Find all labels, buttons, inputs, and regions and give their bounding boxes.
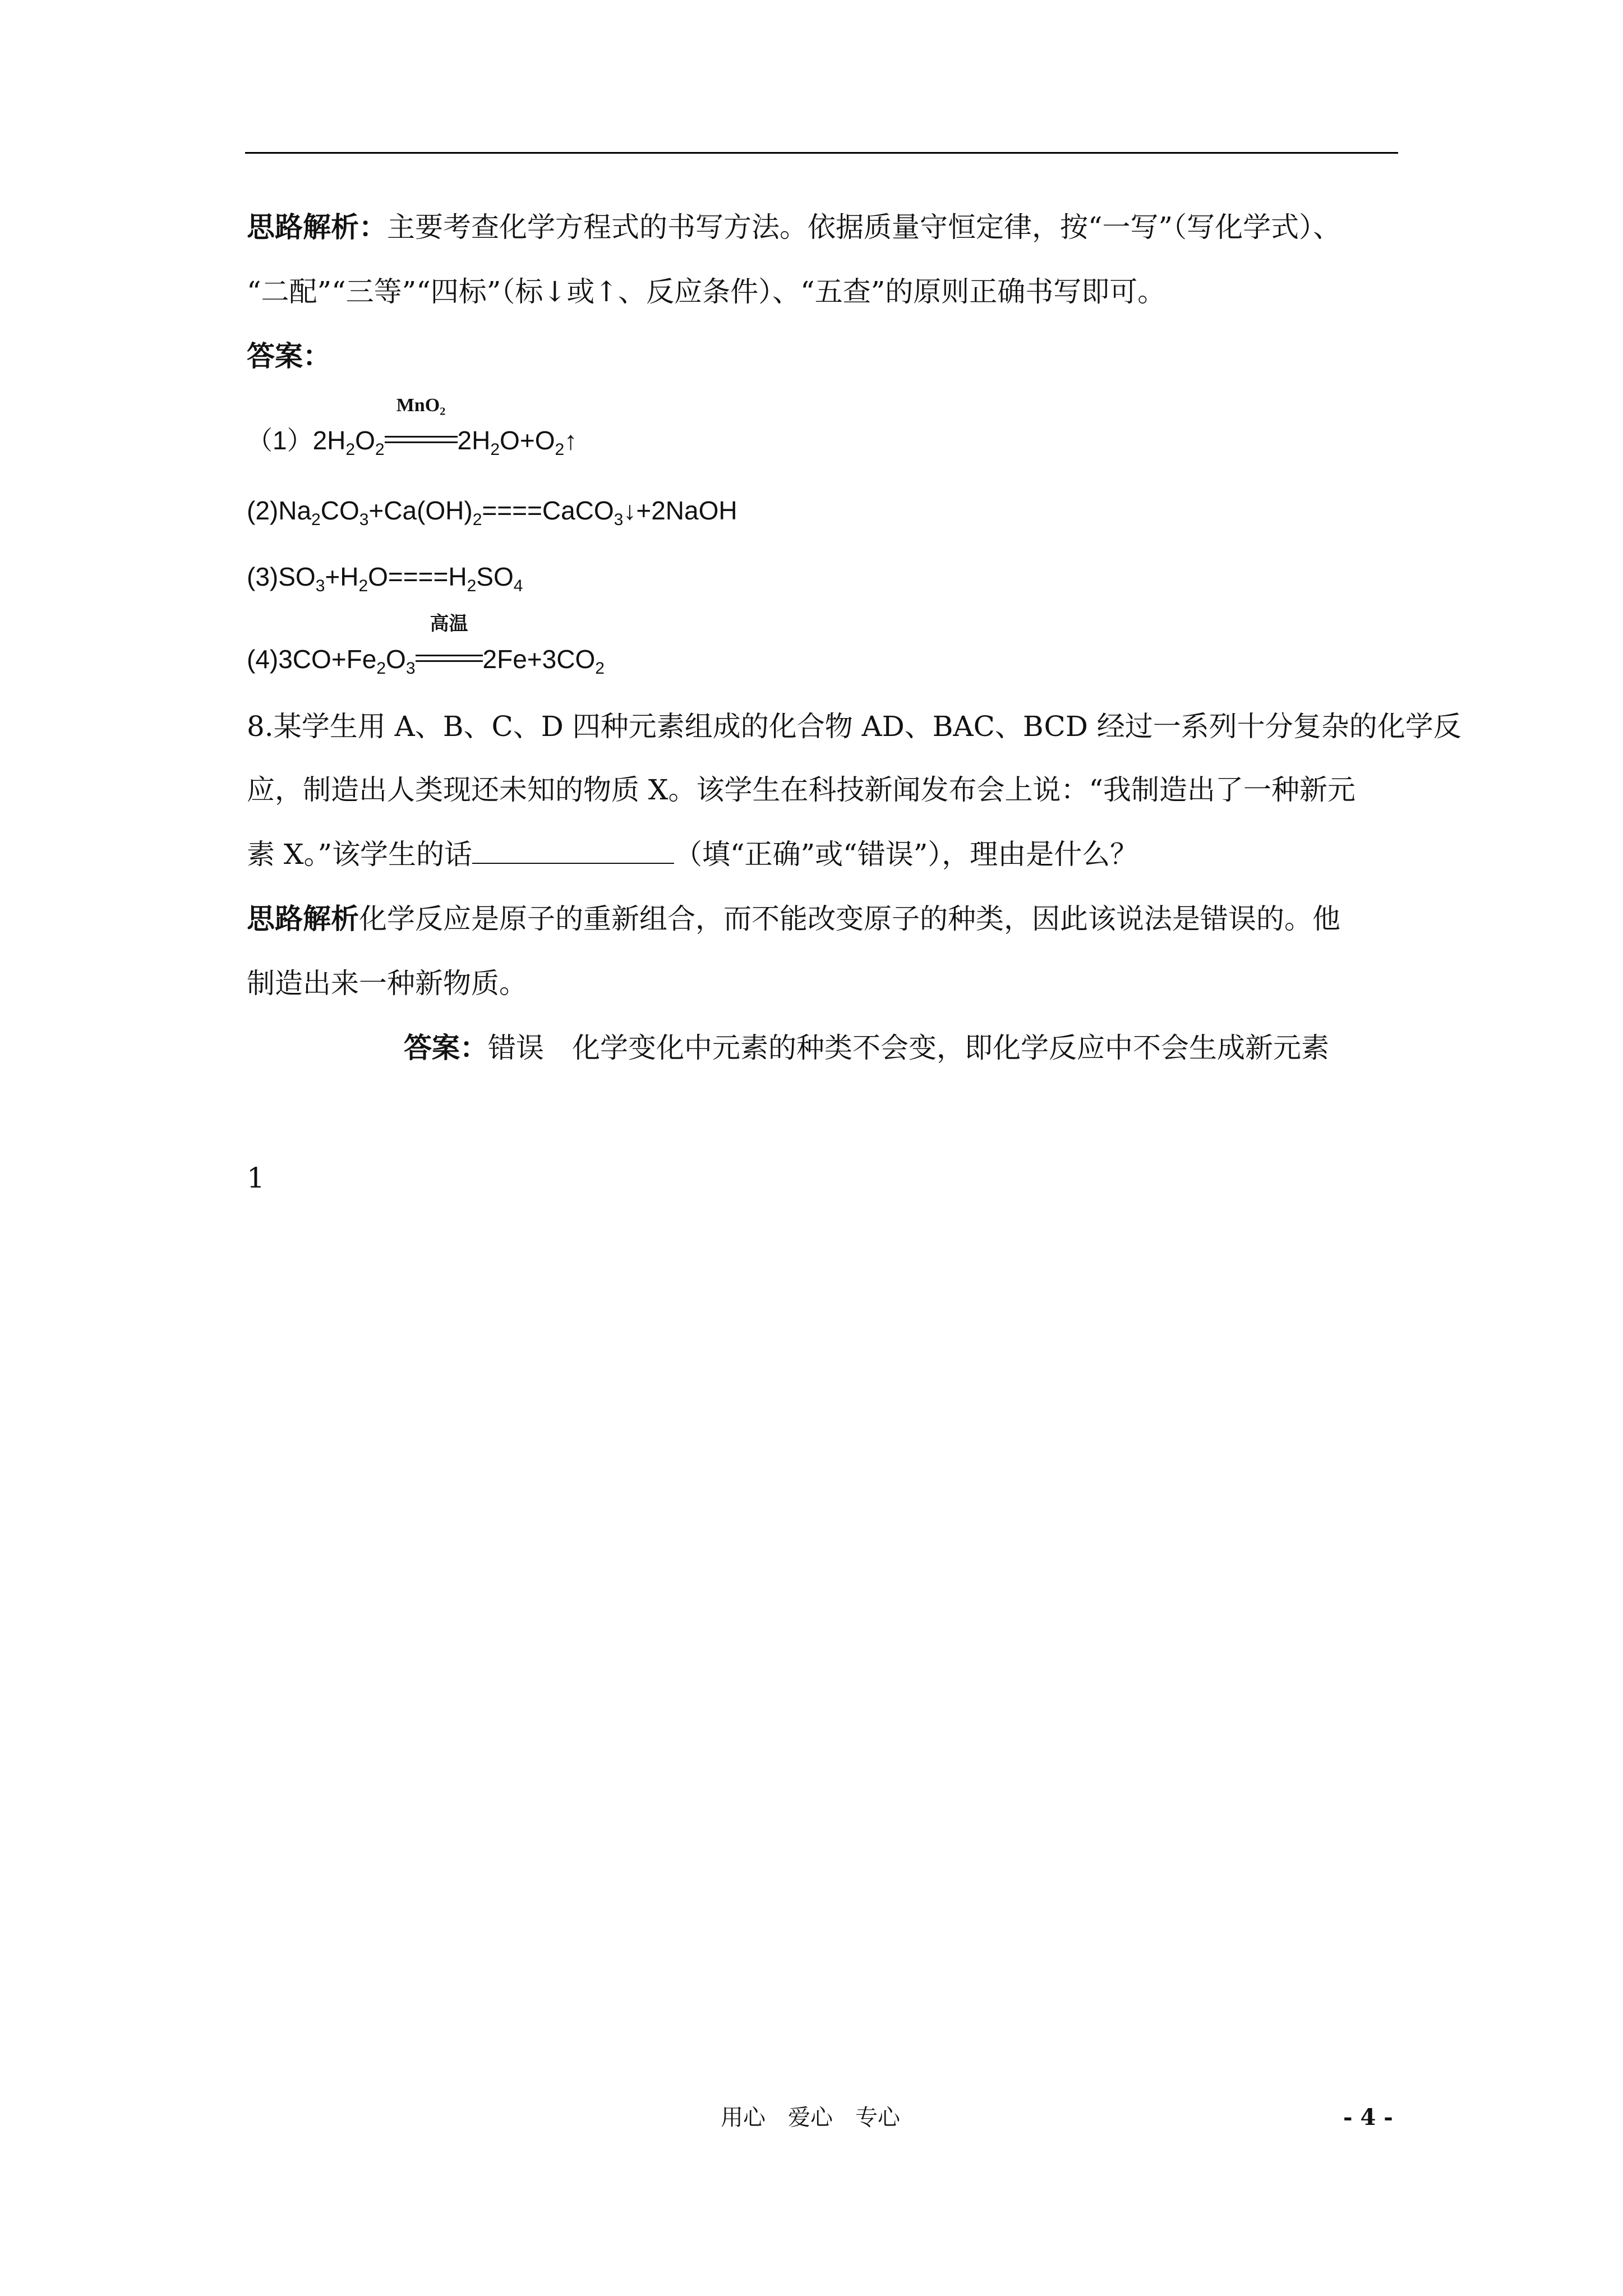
analysis-text-a: 主要考查化学方程式的书写方法。依据质量守恒定律，按“一写”（写化学式）、	[387, 211, 1341, 243]
analysis2-line-1	[247, 902, 1340, 936]
answer2-text: 错误 化学变化中元素的种类不会变，即化学反应中不会生成新元素	[488, 1032, 1329, 1064]
equation-4-condition-arrow	[416, 614, 483, 676]
page-number: - 4 -	[1343, 2104, 1393, 2131]
equation-1-condition: MnO₂	[396, 395, 446, 416]
analysis-text-b: “二配”“三等”“四标”（标↓或↑、反应条件）、“五查”的原则正确书写即可。	[247, 275, 1166, 308]
answer-label: 答案：	[247, 339, 331, 372]
equation-4: $(4)3CO+Fe_2O_3$ 高温 $2Fe+3CO_2$	[247, 614, 605, 678]
analysis-line-1	[247, 210, 1341, 244]
answer2-label: 答案：	[404, 1031, 488, 1064]
analysis2-label: 思路解析	[247, 902, 359, 935]
equation-1: $(1)2H_2O_2$ MnO₂ $2H_2O+O_2↑$	[247, 395, 578, 459]
answer2-line	[404, 1031, 1329, 1065]
question-8-line-3: 素 X。”该学生的话 （填“正确”或“错误”），理由是什么？	[247, 838, 1138, 871]
analysis-line-2	[247, 275, 1165, 309]
equation-4-condition: 高温	[430, 614, 468, 634]
analysis2-text-a: 化学反应是原子的重新组合，而不能改变原子的种类，因此该说法是错误的。他	[359, 903, 1340, 935]
answer-blank[interactable]	[472, 840, 674, 864]
header-rule	[245, 152, 1398, 154]
stray-number: 1	[247, 1162, 265, 1194]
equation-2: $(2)Na_2CO_3+Ca(OH)_2====CaCO_3↓+2NaOH$	[247, 496, 737, 529]
question-8-line-1: 8.某学生用 A、B、C、D 四种元素组成的化合物 AD、BAC、BCD 经过一系列十分复杂的化学反	[247, 710, 1461, 743]
analysis-label: 思路解析：	[247, 210, 387, 243]
question-8-line-2: 应，制造出人类现还未知的物质 X。该学生在科技新闻发布会上说：“我制造出了一种新元	[247, 774, 1356, 806]
footer-motto: 用心 爱心 专心	[721, 2105, 900, 2131]
equation-1-condition-arrow	[385, 395, 458, 457]
analysis2-line-2: 制造出来一种新物质。	[247, 967, 527, 1000]
equation-3: $(3)SO_3+H_2O====H_2SO_4$	[247, 562, 523, 595]
